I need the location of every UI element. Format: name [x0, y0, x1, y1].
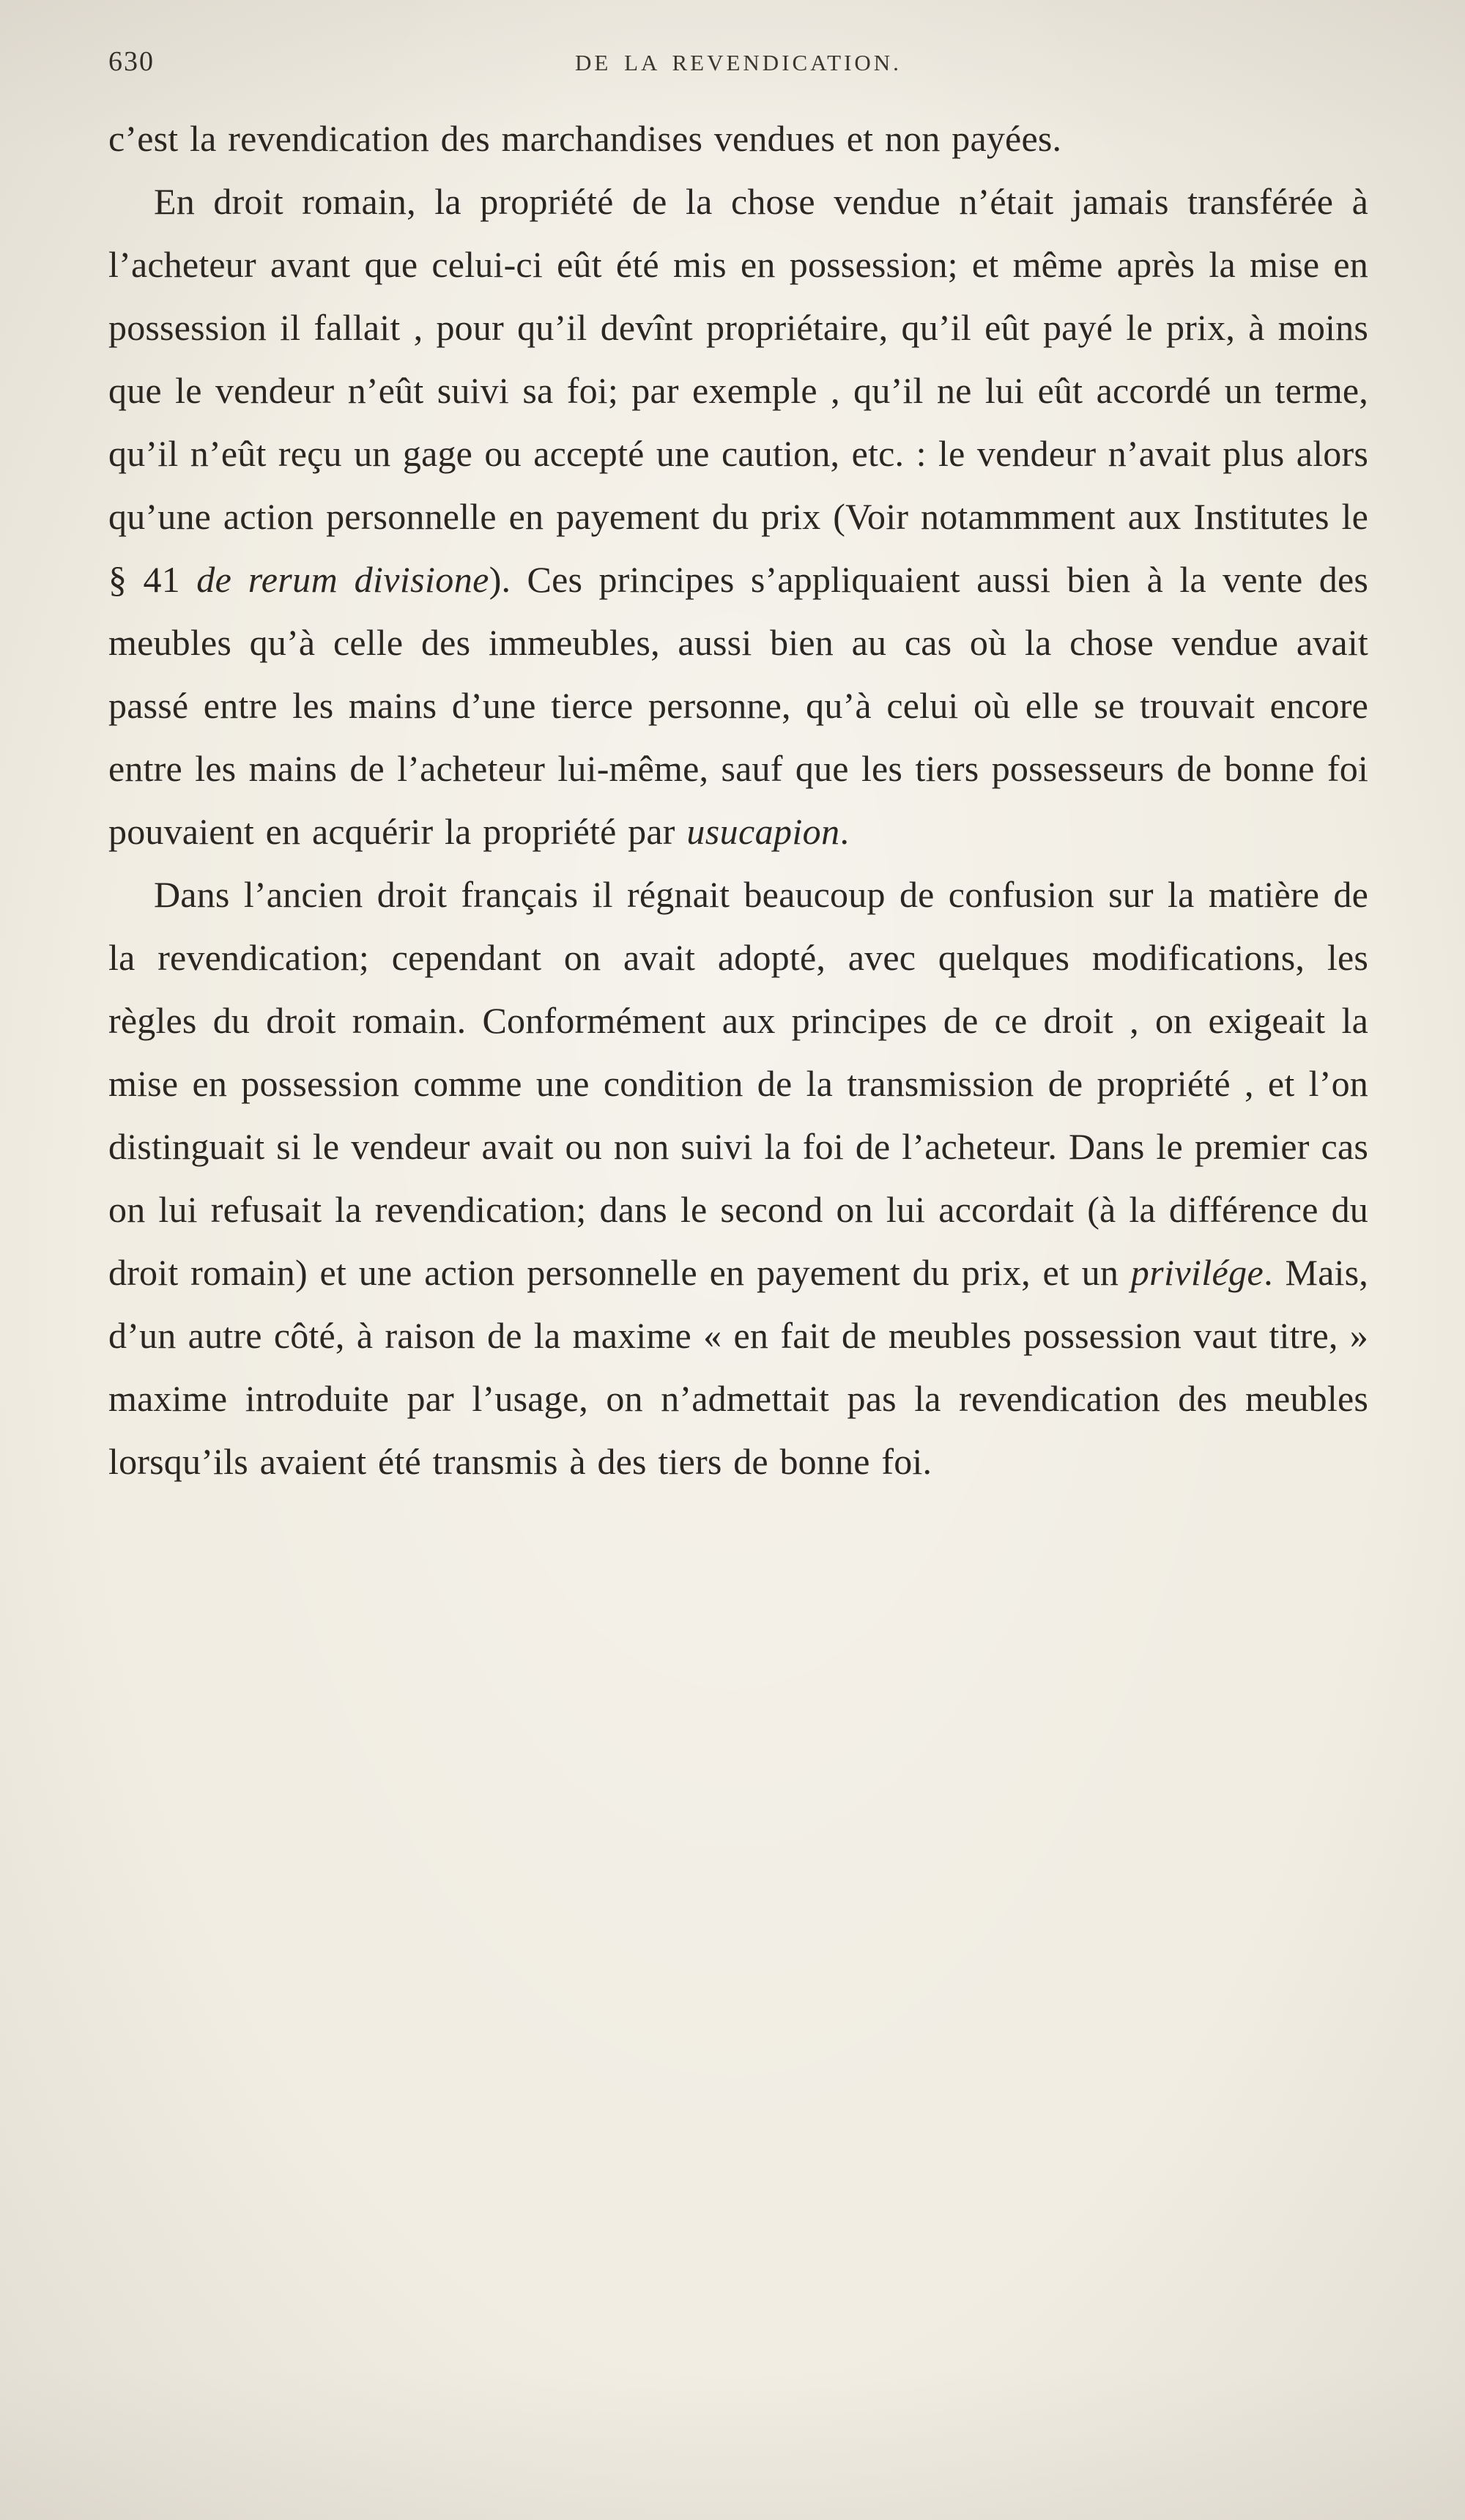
running-head [108, 45, 1368, 78]
page-number: 630 [108, 46, 155, 77]
text-run: . Mais, d’un autre côté, à raison de la maxime « en fait de meubles possession vaut titre, » maxime introduite par l’usage, on n’admettait pas la revendication des meubles lorsqu’ils avaient été transmis à des tiers de bonne foi. [108, 1252, 1368, 1482]
text-run: En droit romain, la propriété de la chose vendue n’était jamais transférée à l’acheteur avant que celui-ci eût été mis en possession; et même après la mise en possession il fallait , pour qu’il devînt propriétaire, qu’il eût payé le prix, à moins que le vendeur n’eût suivi sa foi; par exemple , qu’il ne lui eût accordé un terme, qu’il n’eût reçu un gage ou accepté une caution, etc. : le vendeur n’avait plus alors qu’une action personnelle en payement du prix (Voir notammment aux Institutes le § 41 [108, 181, 1368, 600]
running-title: DE LA REVENDICATION. [575, 50, 902, 75]
text-run: . [839, 811, 850, 852]
text-run: Dans l’ancien droit français il régnait beaucoup de confusion sur la matière de la revendication; cependant on avait adopté, avec quelques modifications, les règles du droit romain. Conformément aux principes de ce droit , on exigeait la mise en possession comme une condition de la transmission de propriété , et l’on distinguait si le vendeur avait ou non suivi la foi de l’acheteur. Dans le premier cas on lui refusait la revendication; dans le second on lui accordait (à la différence du droit romain) et une action personnelle en payement du prix, et un [108, 874, 1368, 1293]
paragraph [108, 863, 1368, 1493]
italic-text: de rerum divisione [196, 559, 489, 600]
paragraph [108, 107, 1368, 170]
page-body [108, 107, 1368, 1493]
italic-text: privilége [1130, 1252, 1264, 1293]
paragraph [108, 170, 1368, 863]
text-run: ). Ces principes s’appliquaient aussi bien à la vente des meubles qu’à celle des immeubles, aussi bien au cas où la chose vendue avait passé entre les mains d’une tierce personne, qu’à celui où elle se trouvait encore entre les mains de l’acheteur lui-même, sauf que les tiers possesseurs de bonne foi pouvaient en acquérir la propriété par [108, 559, 1368, 852]
text-run: c’est la revendication des marchandises vendues et non payées. [108, 118, 1062, 159]
italic-text: usucapion [686, 811, 840, 852]
